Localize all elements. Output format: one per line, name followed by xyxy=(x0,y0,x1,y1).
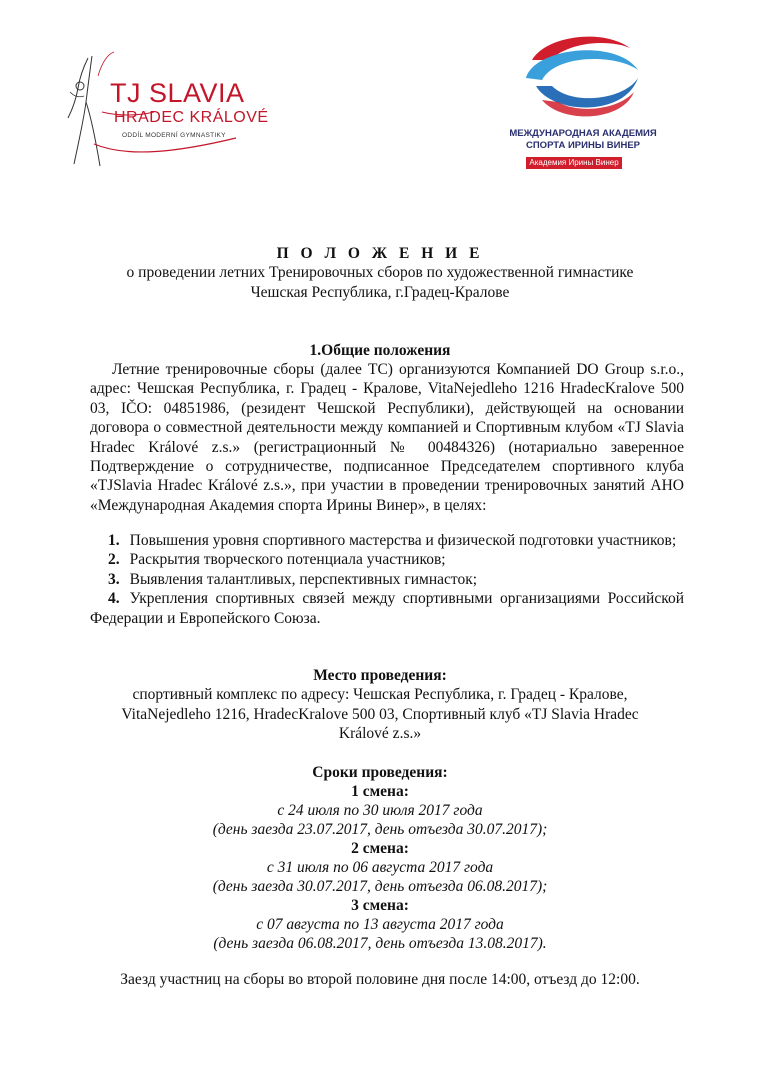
list-item-number: 1. xyxy=(108,532,120,549)
tj-slavia-small-text: ODDÍL MODERNÍ GYMNASTIKY xyxy=(122,132,226,139)
list-item xyxy=(90,570,684,589)
document-title: П О Л О Ж Е Н И Е xyxy=(276,245,484,262)
general-paragraph: Летние тренировочные сборы (далее ТС) организуются Компанией DO Group s.r.o., адрес: Чешская Республика, г. Градец - Кралове, VitaNejedleho 1216 HradecKralove 500 03, IČO: 04851986, (резидент Чешской Республики), действующей на основании договора о совместной деятельности между компанией и Спортивным клубом «TJ Slavia Hradec Králové z.s.» (регистрационный № 00484326) (нотариально заверенное Подтверждение о сотрудничестве, подписанное Председателем спортивного клуба «TJSlavia Hradec Králové z.s.», при участии в проведении тренировочных занятий АНО «Международная Академия спорта Ирины Винер», в целях: xyxy=(90,361,684,514)
shift-1-period: с 24 июля по 30 июля 2017 года xyxy=(277,802,483,819)
shift-3-travel: (день заезда 06.08.2017, день отъезда 13.08.2017). xyxy=(213,935,547,952)
section-heading-general: 1.Общие положения xyxy=(309,342,451,359)
shift-2-travel: (день заезда 30.07.2017, день отъезда 06.08.2017); xyxy=(212,878,548,895)
document-subtitle-2: Чешская Республика, г.Градец-Кралове xyxy=(250,284,510,301)
list-item-text: Выявления талантливых, перспективных гимнасток; xyxy=(129,570,478,588)
venue-heading: Место проведения: xyxy=(313,667,447,684)
academy-badge: Академия Ирины Винер xyxy=(526,157,622,169)
shift-2-period: с 31 июля по 06 августа 2017 года xyxy=(266,859,494,876)
academy-emblem-icon xyxy=(512,26,654,126)
list-item xyxy=(90,550,684,569)
venue-address xyxy=(80,685,680,744)
list-item-text: Укрепления спортивных связей между спортивными организациями Российской Федерации и Европейского Союза. xyxy=(90,590,684,627)
list-item-number: 3. xyxy=(108,570,120,588)
shift-1-label: 1 смена: xyxy=(351,783,409,800)
goals-list xyxy=(90,531,684,628)
list-item-number: 2. xyxy=(108,551,120,569)
document-subtitle-1: о проведении летних Тренировочных сборов по художественной гимнастике xyxy=(126,264,634,281)
viner-academy-logo xyxy=(498,26,668,176)
shift-3-period: с 07 августа по 13 августа 2017 года xyxy=(256,916,504,933)
academy-name-line2: СПОРТА ИРИНЫ ВИНЕР xyxy=(525,140,640,151)
venue-line-3: Králové z.s.» xyxy=(338,725,422,743)
arrival-note: Заезд участниц на сборы во второй половине дня после 14:00, отъезд до 12:00. xyxy=(120,971,640,988)
venue-line-1: спортивный комплекс по адресу: Чешская Республика, г. Градец - Кралове, xyxy=(132,686,628,703)
venue-line-2: VitaNejedleho 1216, HradecKralove 500 03, Спортивный клуб «TJ Slavia Hradec xyxy=(121,705,639,723)
academy-name-line1: МЕЖДУНАРОДНАЯ АКАДЕМИЯ xyxy=(509,128,657,139)
dates-heading: Сроки проведения: xyxy=(312,764,448,781)
list-item-text: Повышения уровня спортивного мастерства и физической подготовки участников; xyxy=(129,532,677,549)
shift-1-travel: (день заезда 23.07.2017, день отъезда 30.07.2017); xyxy=(212,821,548,838)
list-item xyxy=(90,531,684,550)
shift-3-label: 3 смена: xyxy=(351,897,409,914)
list-item-text: Раскрытия творческого потенциала участников; xyxy=(129,551,446,569)
list-item xyxy=(90,589,684,628)
tj-slavia-logo xyxy=(58,46,269,176)
shift-2-label: 2 смена: xyxy=(351,840,409,857)
tj-slavia-subtitle: HRADEC KRÁLOVÉ xyxy=(114,109,269,126)
list-item-number: 4. xyxy=(108,590,120,608)
tj-slavia-title: TJ SLAVIA xyxy=(110,78,245,108)
